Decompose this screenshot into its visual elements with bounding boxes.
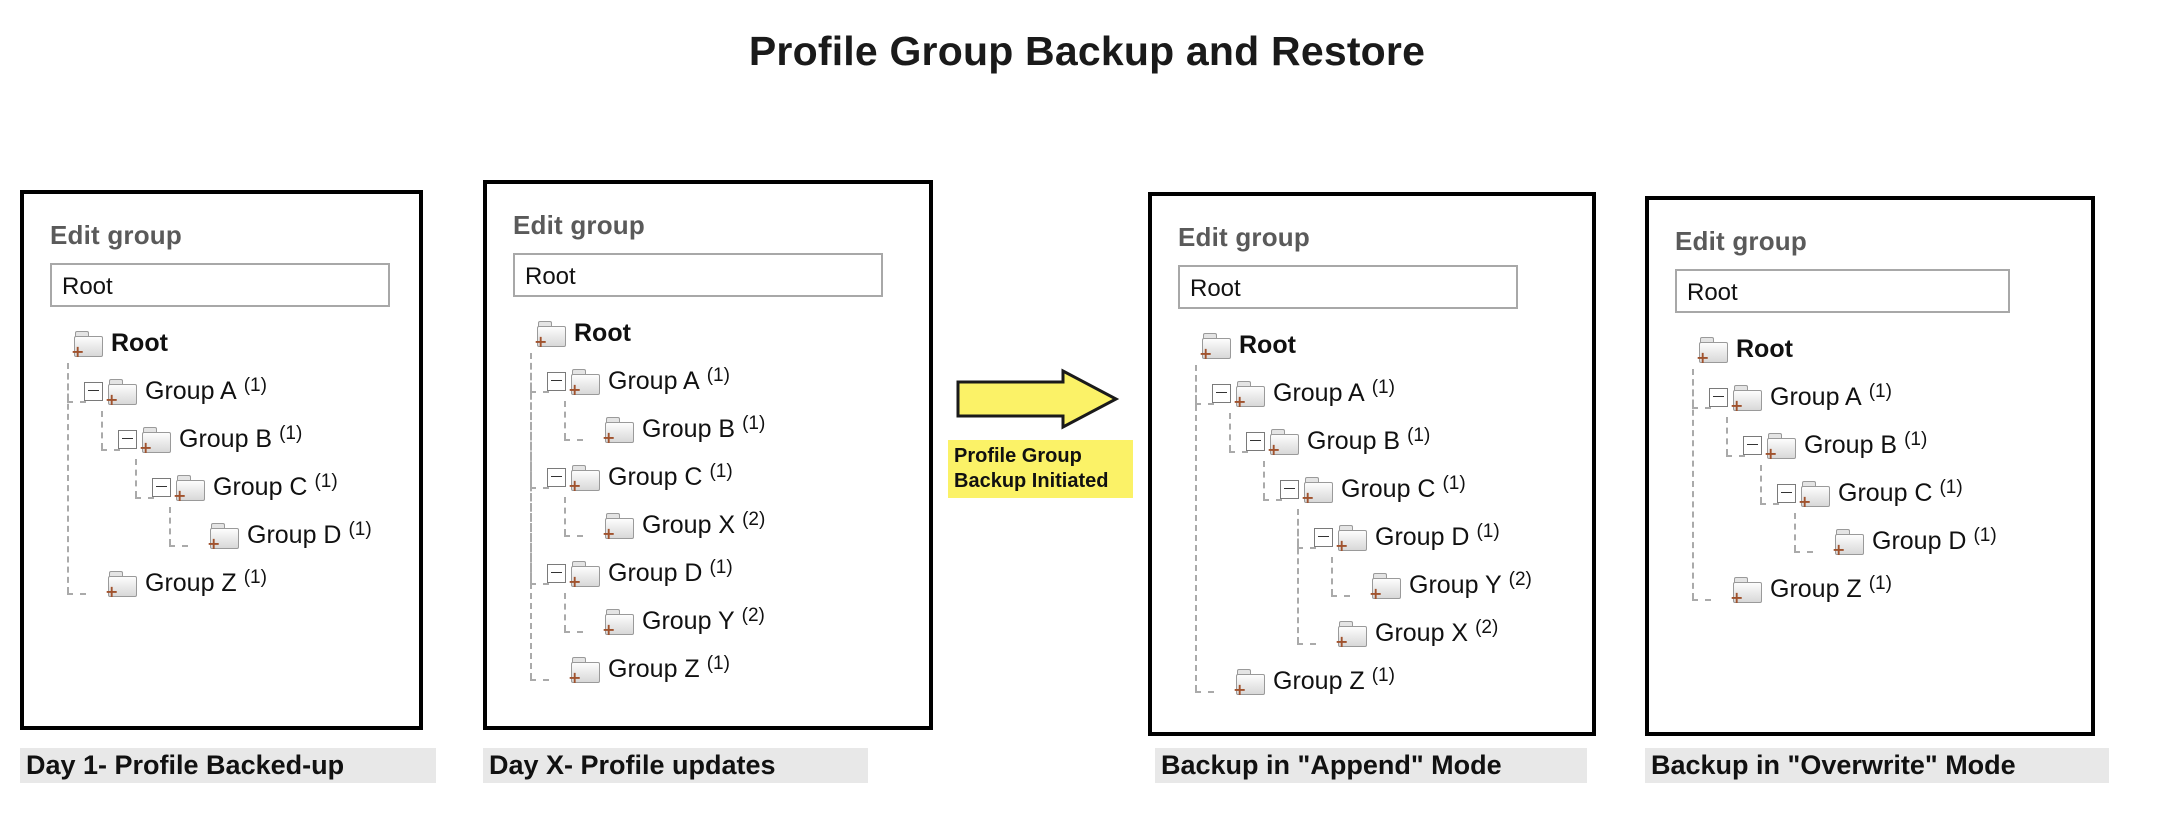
tree-connector [1760, 503, 1779, 505]
folder-icon [605, 513, 635, 539]
tree-connector [1331, 557, 1333, 595]
tree-node-label: Group B [1804, 431, 1898, 459]
folder-icon [74, 331, 104, 357]
tree-connector [135, 459, 137, 497]
folder-icon [1304, 477, 1334, 503]
panel-day1 [20, 190, 423, 730]
tree-connector [1195, 403, 1214, 405]
tree-connector [1794, 551, 1813, 553]
folder-icon [1236, 669, 1266, 695]
tree-node[interactable] [1675, 476, 2065, 527]
tree-node-count: (1) [709, 460, 733, 482]
root-input[interactable]: Root [1675, 269, 2010, 313]
folder-icon [1372, 573, 1402, 599]
group-tree[interactable] [1178, 331, 1566, 715]
expander-toggle-icon[interactable] [1709, 388, 1728, 407]
tree-node-label: Group Z [608, 655, 700, 683]
folder-icon [1733, 577, 1763, 603]
root-input[interactable]: Root [513, 253, 883, 297]
tree-node-count: (1) [706, 364, 730, 386]
tree-node[interactable] [50, 566, 393, 617]
tree-node[interactable] [1675, 335, 2065, 383]
tree-node-label: Group C [1838, 479, 1933, 507]
tree-node-count: (1) [709, 556, 733, 578]
folder-icon [108, 571, 138, 597]
tree-connector [1229, 451, 1248, 453]
group-tree[interactable] [50, 329, 393, 617]
tree-node-label: Group X [1375, 619, 1469, 647]
arrow-caption-line1: Profile Group [954, 445, 1082, 467]
tree-connector [1726, 455, 1745, 457]
edit-group-label: Edit group [50, 220, 182, 250]
tree-node[interactable] [513, 652, 903, 703]
folder-icon [605, 417, 635, 443]
tree-node[interactable] [1178, 376, 1566, 427]
tree-connector [1263, 499, 1282, 501]
expander-toggle-icon[interactable] [1246, 432, 1265, 451]
tree-connector [101, 449, 120, 451]
panel-overwrite-caption: Backup in "Overwrite" Mode [1645, 748, 2109, 783]
tree-connector [530, 391, 549, 393]
tree-connector [1760, 465, 1762, 503]
tree-node-count: (1) [243, 566, 267, 588]
tree-node-count: (1) [1476, 520, 1500, 542]
panel-day1-caption: Day 1- Profile Backed-up [20, 748, 436, 783]
group-tree[interactable] [513, 319, 903, 703]
tree-connector [1692, 407, 1711, 409]
tree-node[interactable] [50, 518, 393, 569]
tree-node-count: (1) [1371, 376, 1395, 398]
tree-node-count: (2) [742, 508, 766, 530]
tree-connector [530, 487, 549, 489]
folder-icon [1699, 337, 1729, 363]
tree-connector [1794, 513, 1796, 551]
tree-node-count: (2) [1475, 616, 1499, 638]
tree-node-label: Group C [608, 463, 703, 491]
tree-node-count: (1) [742, 412, 766, 434]
tree-connector [530, 679, 549, 681]
tree-node-label: Group X [642, 511, 736, 539]
tree-node[interactable] [513, 460, 903, 511]
folder-icon [1236, 381, 1266, 407]
folder-icon [605, 609, 635, 635]
tree-node-label: Root [1239, 331, 1296, 359]
tree-node-count: (1) [1407, 424, 1431, 446]
tree-connector [1726, 417, 1728, 455]
arrow-caption [948, 440, 1133, 498]
tree-node-label: Group Z [145, 569, 237, 597]
expander-toggle-icon[interactable] [547, 468, 566, 487]
tree-node[interactable] [1178, 331, 1566, 379]
expander-toggle-icon[interactable] [1743, 436, 1762, 455]
folder-icon [571, 369, 601, 395]
panel-dayx [483, 180, 933, 730]
folder-icon [108, 379, 138, 405]
tree-connector [564, 631, 583, 633]
tree-node-label: Group A [608, 367, 700, 395]
tree-node[interactable] [1178, 568, 1566, 619]
tree-node-count: (1) [243, 374, 267, 396]
expander-toggle-icon[interactable] [1777, 484, 1796, 503]
tree-node[interactable] [1178, 616, 1566, 667]
tree-connector [169, 545, 188, 547]
folder-icon [1338, 621, 1368, 647]
expander-toggle-icon[interactable] [547, 372, 566, 391]
tree-node-label: Group A [1770, 383, 1862, 411]
tree-node-label: Group Z [1770, 575, 1862, 603]
panel-overwrite [1645, 196, 2095, 736]
panel-dayx-caption: Day X- Profile updates [483, 748, 868, 783]
tree-node[interactable] [1178, 664, 1566, 715]
tree-node-count: (1) [1371, 664, 1395, 686]
tree-connector [530, 353, 532, 679]
tree-node-label: Group A [1273, 379, 1365, 407]
tree-node-label: Group D [247, 521, 342, 549]
folder-icon [1270, 429, 1300, 455]
folder-icon [1835, 529, 1865, 555]
tree-connector [564, 439, 583, 441]
tree-node[interactable] [1178, 520, 1566, 571]
tree-node[interactable] [1675, 380, 2065, 431]
tree-connector [1229, 413, 1231, 451]
tree-connector [1692, 369, 1694, 599]
tree-connector [1692, 599, 1711, 601]
folder-icon [1733, 385, 1763, 411]
tree-connector [1331, 595, 1350, 597]
tree-node[interactable] [1675, 572, 2065, 623]
tree-node-count: (2) [741, 604, 765, 626]
tree-node-label: Group D [608, 559, 703, 587]
tree-node-label: Group B [642, 415, 736, 443]
folder-icon [176, 475, 206, 501]
folder-icon [571, 561, 601, 587]
tree-node-label: Group Z [1273, 667, 1365, 695]
tree-connector [101, 411, 103, 449]
folder-icon [1767, 433, 1797, 459]
expander-toggle-icon[interactable] [152, 478, 171, 497]
tree-node[interactable] [1178, 472, 1566, 523]
tree-node-label: Root [1736, 335, 1793, 363]
edit-group-label: Edit group [513, 210, 645, 240]
folder-icon [571, 465, 601, 491]
tree-node-label: Root [111, 329, 168, 357]
group-tree[interactable] [1675, 335, 2065, 623]
tree-node[interactable] [50, 329, 393, 377]
tree-node-count: (1) [1868, 572, 1892, 594]
folder-icon [1338, 525, 1368, 551]
tree-node-label: Group B [1307, 427, 1401, 455]
tree-node-label: Group D [1375, 523, 1470, 551]
panel-append [1148, 192, 1596, 736]
tree-node-label: Group A [145, 377, 237, 405]
tree-node[interactable] [50, 470, 393, 521]
tree-connector [564, 401, 566, 439]
tree-connector [67, 593, 86, 595]
tree-node-count: (1) [1442, 472, 1466, 494]
expander-toggle-icon[interactable] [84, 382, 103, 401]
tree-node-label: Group C [213, 473, 308, 501]
tree-node-label: Group D [1872, 527, 1967, 555]
tree-connector [530, 583, 549, 585]
expander-toggle-icon[interactable] [1212, 384, 1231, 403]
tree-node-count: (1) [1939, 476, 1963, 498]
tree-connector [135, 497, 154, 499]
folder-icon [1202, 333, 1232, 359]
tree-node-label: Group C [1341, 475, 1436, 503]
page-title: Profile Group Backup and Restore [748, 28, 1426, 74]
expander-toggle-icon[interactable] [118, 430, 137, 449]
expander-toggle-icon[interactable] [1280, 480, 1299, 499]
tree-connector [1297, 643, 1316, 645]
tree-node[interactable] [513, 319, 903, 367]
tree-node-label: Group Y [1409, 571, 1502, 599]
folder-icon [537, 321, 567, 347]
panel-append-caption: Backup in "Append" Mode [1155, 748, 1587, 783]
tree-node-count: (1) [706, 652, 730, 674]
tree-connector [1195, 691, 1214, 693]
tree-node-label: Root [574, 319, 631, 347]
tree-connector [67, 363, 69, 593]
tree-node[interactable] [1675, 524, 2065, 575]
expander-toggle-icon[interactable] [1314, 528, 1333, 547]
folder-icon [571, 657, 601, 683]
tree-node-label: Group B [179, 425, 273, 453]
root-input[interactable]: Root [1178, 265, 1518, 309]
edit-group-label: Edit group [1178, 222, 1310, 252]
tree-node-count: (1) [348, 518, 372, 540]
tree-node-count: (1) [1904, 428, 1928, 450]
tree-connector [564, 497, 566, 535]
tree-connector [564, 593, 566, 631]
folder-icon [210, 523, 240, 549]
tree-connector [169, 507, 171, 545]
expander-toggle-icon[interactable] [547, 564, 566, 583]
tree-node-count: (1) [1973, 524, 1997, 546]
tree-connector [564, 535, 583, 537]
tree-node-label: Group Y [642, 607, 735, 635]
tree-node-count: (1) [1868, 380, 1892, 402]
tree-node[interactable] [513, 364, 903, 415]
edit-group-label: Edit group [1675, 226, 1807, 256]
tree-node-count: (1) [279, 422, 303, 444]
tree-connector [1297, 509, 1299, 643]
tree-node[interactable] [513, 556, 903, 607]
tree-node-count: (2) [1508, 568, 1532, 590]
root-input[interactable]: Root [50, 263, 390, 307]
arrow-caption-line2: Backup Initiated [954, 470, 1109, 492]
tree-connector [1195, 365, 1197, 691]
folder-icon [142, 427, 172, 453]
tree-connector [1263, 461, 1265, 499]
right-arrow-icon [955, 368, 1120, 430]
tree-connector [1297, 547, 1316, 549]
tree-node-count: (1) [314, 470, 338, 492]
folder-icon [1801, 481, 1831, 507]
tree-connector [67, 401, 86, 403]
